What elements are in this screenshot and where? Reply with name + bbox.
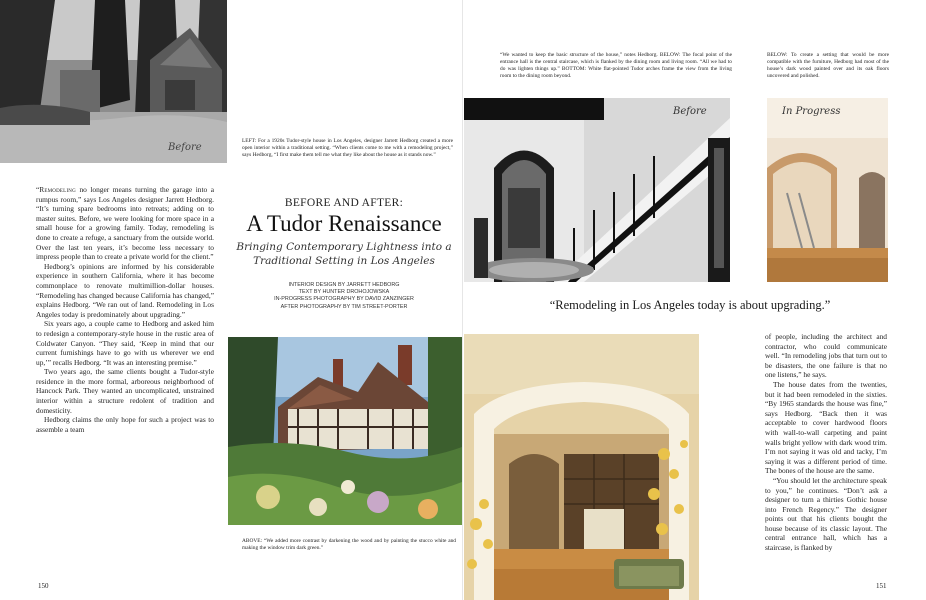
body-paragraph: “Remodeling no longer means turning the garage into a rumpus room,” says Los Angeles designer Jarrett Hedborg. “It’s turning spare bedrooms into retreats; adding on to master suites. Before, we were looking for more space in a small house for a growing family. Today, remodeling is done to create a refuge, a sanctuary from the outside world. Over the last ten years, it’s become less necessary to impress people than to create a private world for the client.”: [36, 185, 214, 262]
body-paragraph: The house dates from the twenties, but it had been remodeled in the sixties. “By 1965 standards the house was fine,” says Hedborg. “Back then it was acceptable to cover hardwood floors with wall-to-wall carpeting and paint walls bright yellow with dark wood trim. I’m not saying it was old and tacky, I’m saying it was a different period of time. The bones of the house are the same.: [765, 379, 887, 476]
caption-top-mid: “We wanted to keep the basic structure of the house,” notes Hedborg. BELOW: The focal point of the entrance hall is the central staircase, which is flanked by the dining room and living room. “All we had to do was lighten things up.” BOTTOM: White flat-pointed Tudor arches frame the view from the living room to the dining room beyond.: [500, 52, 732, 79]
pull-quote: “Remodeling in Los Angeles today is about upgrading.”: [549, 298, 831, 312]
photo-in-progress-label: In Progress: [782, 106, 841, 117]
article-subtitle-line2: Traditional Setting in Los Angeles: [253, 255, 435, 267]
caption-left: LEFT: For a 1920s Tudor-style house in Los Angeles, designer Jarrett Hedborg created a more open interior within a traditional setting. “When clients come to me with a remodeling project,” says Hedborg, “I first make them tell me what they like about the house as it stands now.”: [242, 138, 453, 158]
caption-top-right: BELOW: To create a setting that would be more compatible with the furniture, Hedborg had most of the house’s dark wood painted over and its oak floors uncovered and polished.: [767, 52, 889, 79]
body-paragraph: Six years ago, a couple came to Hedborg and asked him to redesign a contemporary-style house in the rustic area of Coldwater Canyon. “They said, ‘Keep in mind that our current furnishings have to go with us wherever we end up,’” recalls Hedborg. “It was an interesting premise.”: [36, 319, 214, 367]
photo-before-label-2: Before: [673, 106, 707, 117]
photo-in-progress: [767, 98, 888, 282]
body-paragraph: “You should let the architecture speak to you,” he continues. “Don’t ask a designer to turn a thirties Gothic house into French Regency.” The designer points out that his clients bought the house because of its classic layout. The central entrance hall, which has a staircase, is flanked by: [765, 475, 887, 553]
body-lead-smallcaps: Remodeling: [39, 185, 76, 194]
credit-line: INTERIOR DESIGN BY JARRETT HEDBORG: [288, 282, 400, 288]
body-paragraph-text: no longer means turning the garage into a rumpus room,” says Los Angeles designer Jarrett Hedborg. “It’s turning spare bedrooms into retreats; adding on to master suites. Before, we were looking for more space in a small house for a growing family. Today, remodeling is done to create a refuge, a sanctuary from the outside world. Over the last ten years, it’s become less necessary to impress people than to create a private world for the client.”: [36, 185, 214, 262]
photo-staircase-before: [464, 98, 730, 282]
credit-line: TEXT BY HUNTER DROHOJOWSKA: [298, 289, 390, 296]
photo-before-label: Before: [168, 142, 202, 153]
body-paragraph: Hedborg’s opinions are informed by his considerable experience in southern California, where it has become commonplace to renovate multimillion-dollar houses. “Remodeling has changed because California has changed,” explains Hedborg. “We ran out of land. Remodeling in Los Angeles today is predominately about upgrading.”: [36, 261, 214, 319]
body-column-left: [36, 185, 214, 434]
caption-above: ABOVE: “We added more contrast by darkening the wood and by painting the stucco white and making the window trim dark green.”: [242, 538, 456, 551]
article-title: A Tudor Renaissance: [246, 211, 442, 236]
body-column-right: [765, 332, 887, 553]
photo-arches-after: [464, 334, 699, 600]
page-number-left: 150: [38, 582, 49, 590]
credits: [228, 282, 460, 311]
body-paragraph: of people, including the architect and contractor, who could communicate well. “In remodeling jobs that turn out to be disasters, the one failure is that no one listens,” he says.: [765, 332, 887, 380]
photo-exterior-before: [0, 0, 227, 163]
article-subtitle-line1: Bringing Contemporary Lightness into a: [236, 241, 452, 253]
photo-garden-after: [228, 337, 462, 525]
credit-line: IN-PROGRESS PHOTOGRAPHY BY DAVID ZANZINGER: [274, 296, 414, 303]
page-number-right: 151: [876, 582, 887, 590]
article-kicker: BEFORE AND AFTER:: [284, 197, 404, 209]
page-gutter: [462, 0, 463, 600]
body-paragraph: Hedborg claims the only hope for such a project was to assemble a team: [36, 415, 214, 434]
credit-line: AFTER PHOTOGRAPHY BY TIM STREET-PORTER: [280, 303, 408, 310]
body-paragraph: Two years ago, the same clients bought a Tudor-style residence in the more formal, arboreous neighborhood of Hancock Park. They wanted an uncomplicated, unstrained interior within a structure redolent of tradition and domesticity.: [36, 367, 214, 415]
